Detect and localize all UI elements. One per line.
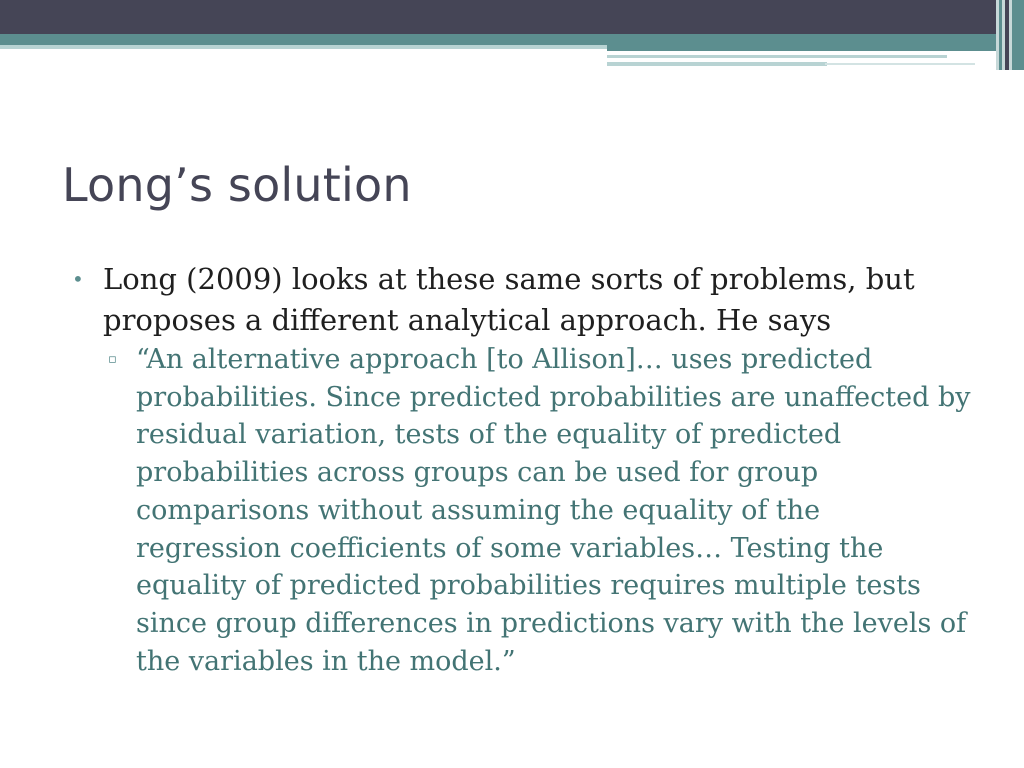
square-bullet-icon: ▫ <box>108 352 117 367</box>
header-light-bar <box>0 45 607 49</box>
header-thin-line <box>607 62 827 66</box>
header-corner-stripes <box>996 0 1024 70</box>
header-teal-extension <box>607 45 1024 51</box>
bullet-item <box>72 259 972 341</box>
header-thin-line <box>607 55 947 58</box>
header-dark-bar <box>0 0 1024 34</box>
quote-text: “An alternative approach [to Allison]… uses predicted probabilities. Since predicted probabilities are unaffected by residual variation, tests of the equality of predicted probabilities across groups can be used for group comparisons without assuming the equality of the regression coefficients of some variables… Testing the equality of predicted probabilities requires multiple tests since group differences in predictions vary with the levels of the variables in the model.” <box>136 344 971 677</box>
slide-body <box>72 259 972 680</box>
header-thin-line <box>825 63 975 65</box>
slide-title: Long’s solution <box>62 158 412 212</box>
bullet-icon: • <box>72 267 84 291</box>
sub-bullet-item <box>72 341 972 680</box>
bullet-text: Long (2009) looks at these same sorts of problems, but proposes a different analytical approach. He says <box>103 262 915 337</box>
header-teal-bar <box>0 34 1024 45</box>
